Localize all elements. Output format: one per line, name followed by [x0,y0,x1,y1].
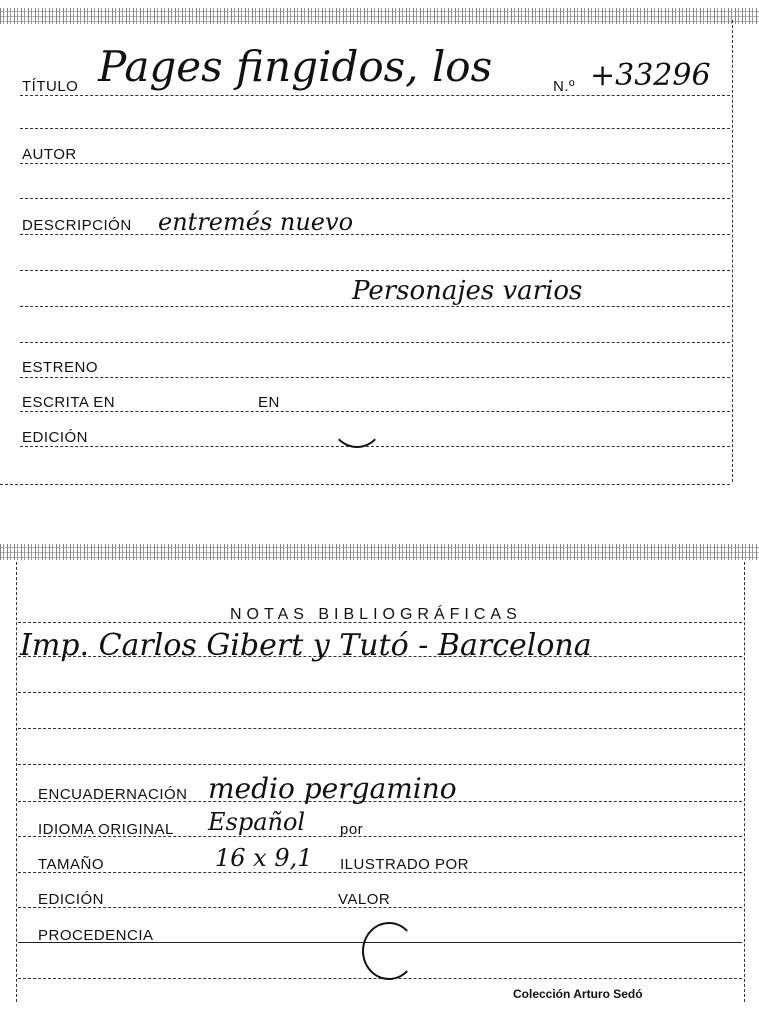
stamp-mark [362,922,416,980]
stamp-mark [330,392,384,448]
card-top-edge [0,8,759,24]
catalog-card-back [0,540,759,1028]
encuadernacion-label: ENCUADERNACIÓN [38,786,188,803]
catalog-card-front [0,0,759,495]
rule-titulo [20,95,730,96]
rule [20,198,730,199]
numero-value: +33296 [590,58,711,93]
edicion-label: EDICIÓN [38,891,105,908]
personajes-value: Personajes varios [352,276,583,306]
autor-label: AUTOR [22,146,77,163]
idioma-label: IDIOMA ORIGINAL [38,821,174,838]
tamano-value: 16 x 9,1 [215,844,313,872]
rule [18,764,742,765]
numero-label: N.º [553,78,575,95]
descripcion-label: DESCRIPCIÓN [22,217,132,234]
por-label: por [340,821,364,838]
rule [18,692,742,693]
collection-label: Colección Arturo Sedó [513,987,643,1001]
rule-autor [20,163,730,164]
escrita-en-label: ESCRITA EN [22,394,116,411]
idioma-value: Español [208,808,306,836]
valor-label: VALOR [338,891,391,908]
en-label: EN [258,394,280,411]
left-border [16,562,18,1002]
descripcion-value: entremés nuevo [158,208,354,236]
right-border [732,20,734,482]
tamano-label: TAMAÑO [38,856,105,873]
titulo-value: Pages fingidos, los [98,42,493,91]
rule-edicion [20,446,730,447]
notas-heading: NOTAS BIBLIOGRÁFICAS [230,606,522,623]
encuadernacion-value: medio pergamino [208,772,457,805]
rule [18,728,742,729]
rule [20,270,730,271]
rule [20,128,730,129]
ilustrado-label: ILUSTRADO POR [340,856,470,873]
rule-estreno [20,377,730,378]
rule-bottom [0,484,730,485]
rule [20,306,730,307]
edicion-label: EDICIÓN [22,429,89,446]
card-top-edge [0,544,759,560]
imprenta-value: Imp. Carlos Gibert y Tutó - Barcelona [20,628,592,663]
titulo-label: TÍTULO [22,78,79,95]
procedencia-label: PROCEDENCIA [38,927,154,944]
estreno-label: ESTRENO [22,359,99,376]
rule-descripcion [20,234,730,235]
right-border [744,562,746,1002]
rule [20,342,730,343]
